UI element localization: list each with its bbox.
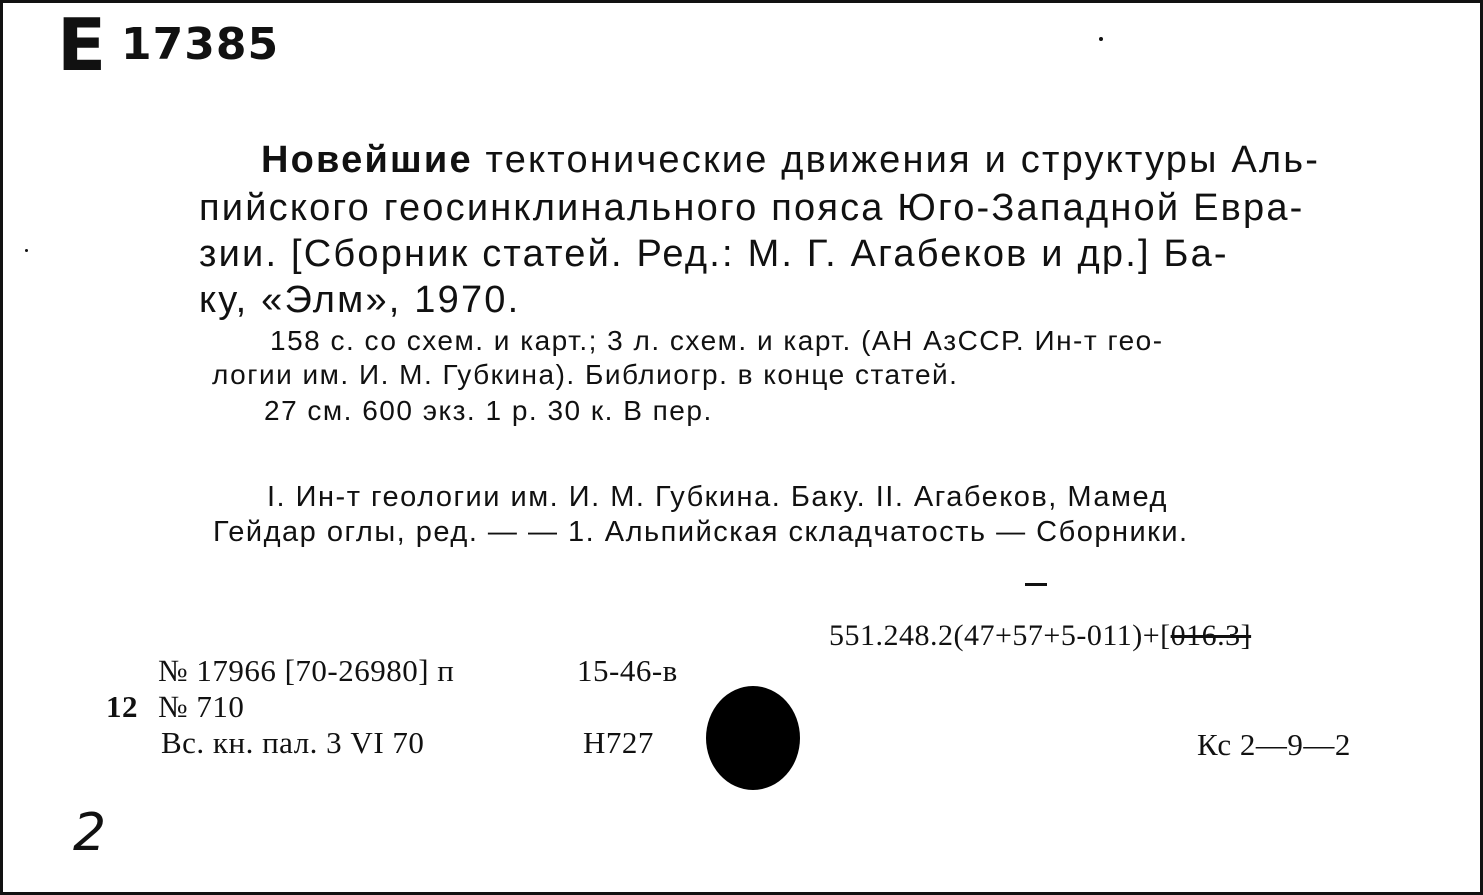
card-number: № 710	[158, 689, 245, 724]
registration-number: № 17966 [70-26980] п	[158, 653, 455, 688]
punch-hole	[706, 686, 800, 790]
print-code: 15-46-в	[577, 653, 678, 688]
speck	[1099, 37, 1103, 41]
title-line-2: пийского геосинклинального пояса Юго-Западной Евра-	[199, 187, 1305, 229]
order-code: Н727	[583, 725, 654, 760]
physical-description: 27 см. 600 экз. 1 р. 30 к. В пер.	[264, 395, 713, 426]
title-line-4: ку, «Элм», 1970.	[199, 279, 521, 321]
title-line-3: зии. [Сборник статей. Ред.: М. Г. Агабеков и др.] Ба-	[199, 233, 1229, 275]
tracing-line-2: Гейдар оглы, ред. — — 1. Альпийская складчатость — Сборники.	[213, 516, 1189, 548]
title-line-1	[261, 139, 1320, 182]
title-bold: Новейшие	[261, 139, 473, 181]
collation-line-1: 158 с. со схем. и карт.; 3 л. схем. и карт. (АН АзССР. Ин-т гео-	[270, 325, 1164, 356]
udc-classification	[829, 619, 1251, 653]
udc-struck: 016.3]	[1170, 619, 1252, 652]
call-number: 17385	[121, 19, 280, 70]
tracing-line-1: I. Ин-т геологии им. И. М. Губкина. Баку. II. Агабеков, Мамед	[267, 481, 1168, 513]
title-line-1-rest: тектонические движения и структуры Аль-	[472, 139, 1321, 181]
call-letter: Е	[57, 3, 107, 87]
line2-prefix: 12	[106, 689, 138, 724]
dash-mark	[1025, 583, 1047, 586]
speck	[25, 249, 28, 252]
collation-line-2: логии им. И. М. Губкина). Библиогр. в конце статей.	[212, 359, 959, 390]
chamber-date: Вс. кн. пал. 3 VI 70	[161, 725, 425, 760]
udc-number: 551.248.2(47+57+5-011)+[	[829, 619, 1171, 652]
handwritten-mark: 2	[73, 803, 107, 863]
ks-code: Кс 2—9—2	[1197, 727, 1351, 762]
